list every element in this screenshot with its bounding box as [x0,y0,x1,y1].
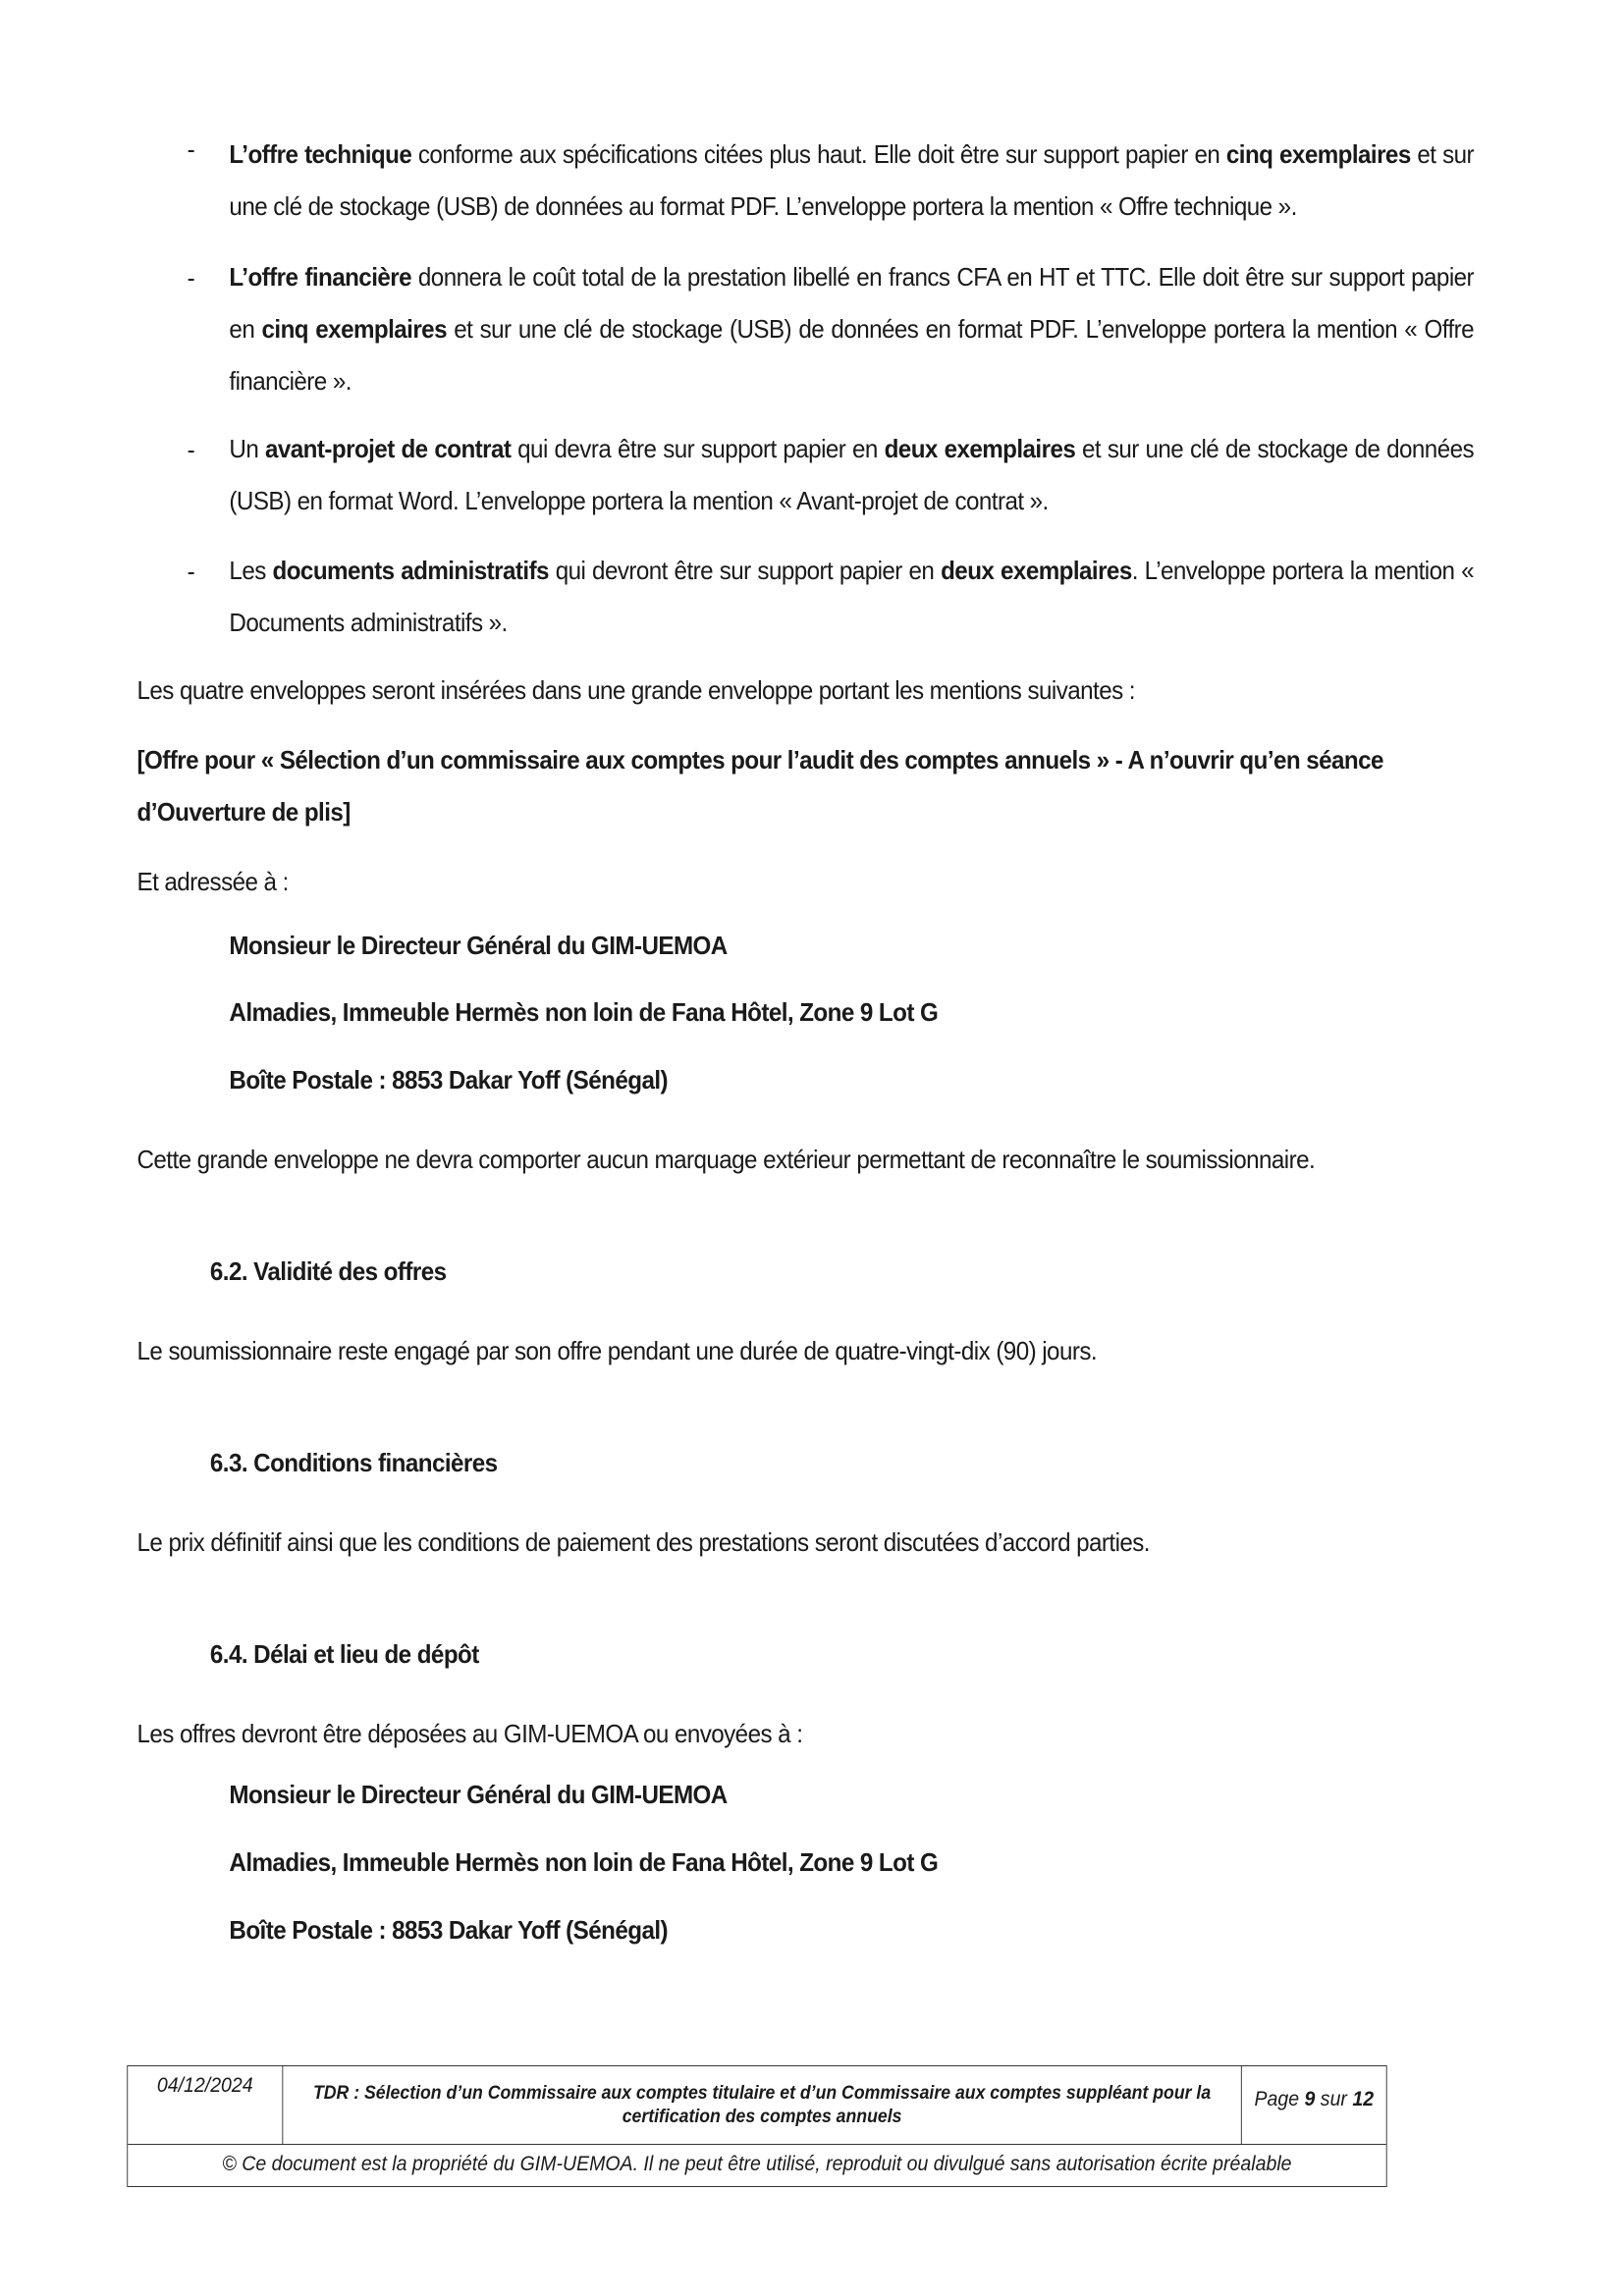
address-postal: Boîte Postale : 8853 Dakar Yoff (Sénégal) [229,1915,668,1945]
section-text-6-4: Les offres devront être déposées au GIM-UEMOA ou envoyées à : [136,1719,803,1748]
footer-page-number [1242,2066,1386,2144]
section-heading-6-4: 6.4. Délai et lieu de dépôt [209,1639,479,1669]
offer-mention-line1: [Offre pour « Sélection d’un commissaire aux comptes pour l’audit des comptes annuels » - A n’ouvrir qu’en séance [136,745,1383,774]
bullet-text-bold: avant-projet de contrat [265,434,512,463]
address-recipient: Monsieur le Directeur Général du GIM-UEMOA [229,1780,728,1809]
footer-title-line1: TDR : Sélection d’un Commissaire aux comptes titulaire et d’un Commissaire aux comptes suppléant pour la [313,2083,1212,2104]
offer-mention-line2: d’Ouverture de plis] [136,797,351,827]
footer-document-title [283,2066,1242,2144]
address-street: Almadies, Immeuble Hermès non loin de Fana Hôtel, Zone 9 Lot G [229,997,939,1027]
section-text-6-2: Le soumissionnaire reste engagé par son offre pendant une durée de quatre-vingt-dix (90) jours. [136,1336,1098,1365]
footer-table [127,2065,1386,2187]
bullet-text: et sur une clé de stockage de données (USB) en format Word. L’enveloppe portera la mention « Avant-projet de contrat ». [229,434,1475,515]
address-street: Almadies, Immeuble Hermès non loin de Fana Hôtel, Zone 9 Lot G [229,1847,939,1877]
bullet-text-bold: L’offre technique [229,139,412,169]
bullet-text-bold: cinq exemplaires [1225,139,1411,169]
section-heading-6-2: 6.2. Validité des offres [209,1256,447,1286]
bullet-admin-documents [229,545,1474,649]
bullet-text: qui devra être sur support papier en [511,434,885,463]
address-recipient: Monsieur le Directeur Général du GIM-UEMOA [229,931,728,960]
page-current: 9 [1304,2088,1316,2110]
footer-copyright: © Ce document est la propriété du GIM-UEMOA. Il ne peut être utilisé, reproduit ou divulgué sans autorisation écrite préalable [128,2144,1386,2186]
bullet-text: et sur une clé de stockage (USB) de données en format PDF. L’enveloppe portera la mention « Offre financière ». [229,314,1475,396]
bullet-text-bold: deux exemplaires [884,434,1076,463]
bullet-text: Un [229,434,266,463]
page-mid: sur [1315,2088,1353,2110]
bullet-dash: - [187,134,195,164]
bullet-text: Les [229,556,273,585]
bullet-dash: - [187,435,195,464]
page-prefix: Page [1254,2088,1305,2110]
addressed-to-label: Et adressée à : [136,867,289,896]
bullet-text-bold: documents administratifs [272,556,549,585]
bullet-dash: - [187,263,195,293]
footer-title-line2: certification des comptes annuels [622,2107,902,2127]
paragraph-envelopes: Les quatre enveloppes seront insérées dans une grande enveloppe portant les mentions suivantes : [136,675,1135,705]
bullet-draft-contract [229,423,1474,527]
bullet-text-bold: cinq exemplaires [261,314,447,344]
bullet-text: et sur une clé de stockage (USB) de données au format PDF. L’enveloppe portera la mention « Offre technique ». [229,139,1475,221]
bullet-text-bold: deux exemplaires [941,556,1132,585]
bullet-financial-offer [229,251,1474,407]
paragraph-marking: Cette grande enveloppe ne devra comporter aucun marquage extérieur permettant de reconnaître le soumissionnaire. [136,1145,1316,1174]
bullet-dash: - [187,557,195,586]
bullet-technical-offer [229,129,1474,233]
bullet-text: qui devront être sur support papier en [548,556,942,585]
address-postal: Boîte Postale : 8853 Dakar Yoff (Sénégal) [229,1065,668,1095]
section-heading-6-3: 6.3. Conditions financières [209,1448,498,1477]
bullet-text: donnera le coût total de la prestation libellé en francs CFA en HT et TTC. Elle doit être sur support papier en [229,262,1475,344]
bullet-text: conforme aux spécifications citées plus haut. Elle doit être sur support papier en [411,139,1226,169]
bullet-text-bold: L’offre financière [229,262,411,292]
page-total: 12 [1352,2088,1375,2110]
section-text-6-3: Le prix définitif ainsi que les conditions de paiement des prestations seront discutées d’accord parties. [136,1527,1150,1557]
bullet-text: . L’enveloppe portera la mention « Documents administratifs ». [229,556,1475,637]
footer-date: 04/12/2024 [128,2066,283,2144]
